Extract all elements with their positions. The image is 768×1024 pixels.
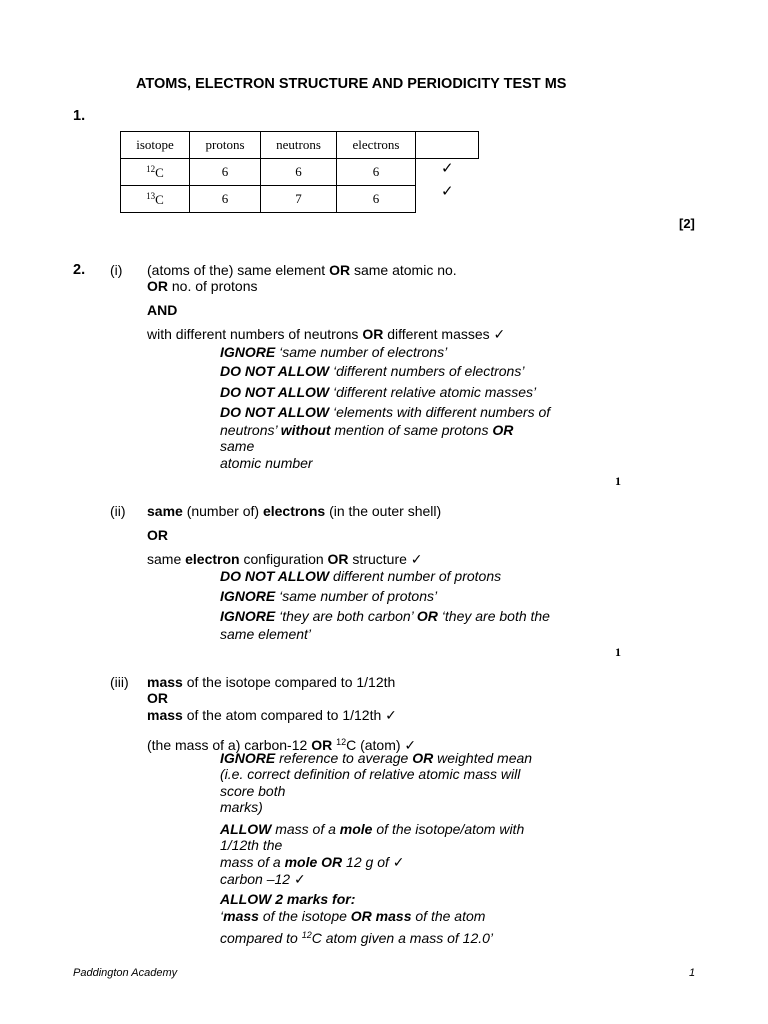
tick-cell [416, 183, 479, 213]
tick-mark: ✓ [440, 160, 454, 177]
part-ii-ignore-1: IGNORE ‘same number of protons’ [220, 588, 438, 604]
isotope-table [120, 131, 479, 213]
table-header-blank [416, 132, 479, 159]
protons-cell: 6 [190, 159, 261, 186]
tick-cell [416, 159, 479, 186]
part-i-dna-1: DO NOT ALLOW ‘different numbers of electrons’ [220, 363, 525, 379]
table-header-protons: protons [190, 132, 261, 159]
part-ii-line3: same electron configuration OR structure ✓ [147, 551, 423, 567]
part-i-line3: with different numbers of neutrons OR different masses ✓ [147, 326, 506, 342]
neutrons-cell: 6 [261, 159, 337, 186]
electrons-cell: 6 [337, 186, 416, 213]
part-i-ignore: IGNORE ‘same number of electrons’ [220, 344, 448, 360]
footer-page-number: 1 [689, 967, 696, 979]
part-iii-ignore-line4: marks) [220, 799, 263, 815]
part-i-dna-3-line4: atomic number [220, 455, 313, 471]
part-iii-allow2: ALLOW 2 marks for: [220, 891, 356, 907]
part-i-line1: (atoms of the) same element OR same atomic no. [147, 262, 457, 278]
electrons-cell: 6 [337, 159, 416, 186]
part-i-dna-3-line3: same [220, 438, 255, 454]
isotope-cell: $^{12}$C [121, 159, 190, 186]
table-header-electrons: electrons [337, 132, 416, 159]
footer-school-name: Paddington Academy [73, 967, 178, 979]
part-ii-ignore-2: IGNORE ‘they are both carbon’ OR ‘they are both the [220, 608, 550, 624]
part-iii-line3: mass of the atom compared to 1/12th ✓ [147, 707, 397, 723]
part-i-label: (i) [110, 262, 123, 278]
page-title: ATOMS, ELECTRON STRUCTURE AND PERIODICITY TEST MS [136, 76, 567, 92]
part-ii-label: (ii) [110, 503, 126, 519]
part-iii-ignore-line2: (i.e. correct definition of relative atomic mass will [220, 766, 521, 782]
part-iii-allow-line3: mass of a mole OR 12 g of ✓ [220, 854, 405, 870]
part-iii-allow-line4: carbon –12 ✓ [220, 871, 306, 887]
part-iii-or: OR [147, 690, 168, 706]
part-iii-allow: ALLOW mass of a mole of the isotope/atom with [220, 821, 525, 837]
part-iii-allow2-line1: ‘mass of the isotope OR mass of the atom [220, 908, 486, 924]
question-1-number: 1. [73, 108, 86, 124]
protons-cell: 6 [190, 186, 261, 213]
part-i-dna-3-line2: neutrons’ without mention of same protons OR [220, 422, 514, 438]
question-1-marks: [2] [679, 216, 695, 231]
part-ii-dna: DO NOT ALLOW different number of protons [220, 568, 502, 584]
part-ii-mark: 1 [615, 645, 621, 659]
tick-mark: ✓ [440, 183, 454, 200]
part-iii-label: (iii) [110, 674, 129, 690]
table-row [121, 186, 479, 213]
part-ii-ignore-2-line2: same element’ [220, 626, 312, 642]
part-iii-line1: mass of the isotope compared to 1/12th [147, 674, 396, 690]
part-iii-allow2-line2: compared to $^{12}$C atom given a mass of 12.0’ [220, 930, 494, 946]
part-iii-line4: (the mass of a) carbon-12 OR $^{12}$C (atom) ✓ [147, 737, 417, 753]
part-i-dna-3: DO NOT ALLOW ‘elements with different numbers of [220, 404, 551, 420]
part-ii-or: OR [147, 527, 168, 543]
isotope-cell: $^{13}$C [121, 186, 190, 213]
part-i-line2: OR no. of protons [147, 278, 258, 294]
part-i-dna-2: DO NOT ALLOW ‘different relative atomic masses’ [220, 384, 537, 400]
table-row [121, 159, 479, 186]
table-header-neutrons: neutrons [261, 132, 337, 159]
table-header-row [121, 132, 479, 159]
part-i-and: AND [147, 302, 178, 318]
part-iii-ignore: IGNORE reference to average OR weighted mean [220, 750, 533, 766]
question-2-number: 2. [73, 262, 86, 278]
part-i-mark: 1 [615, 474, 621, 488]
part-iii-allow-line2: 1/12th the [220, 837, 283, 853]
part-ii-line1: same (number of) electrons (in the outer shell) [147, 503, 442, 519]
table-header-isotope: isotope [121, 132, 190, 159]
neutrons-cell: 7 [261, 186, 337, 213]
part-iii-ignore-line3: score both [220, 783, 286, 799]
